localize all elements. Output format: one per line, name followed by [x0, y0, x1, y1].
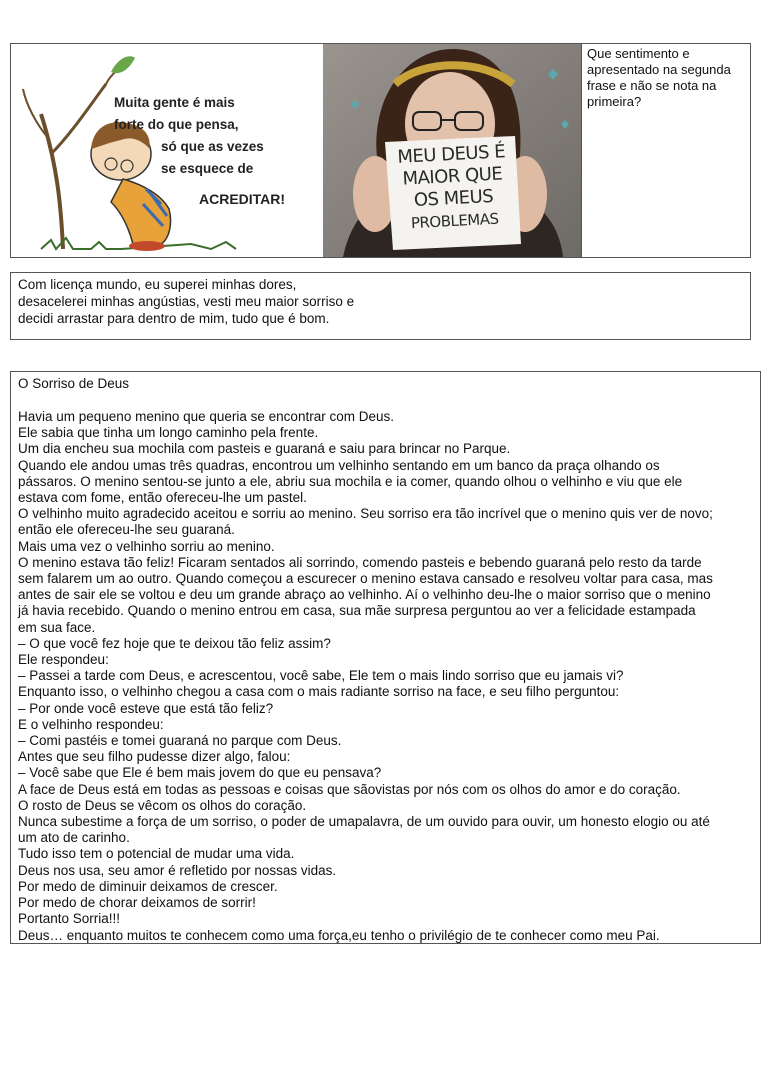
story-line: Ele sabia que tinha um longo caminho pela frente.	[18, 425, 319, 441]
story-line: Nunca subestime a força de um sorriso, o poder de umapalavra, de um ouvido para ouvir, um honesto elogio ou até	[18, 814, 710, 830]
story-line: Ele respondeu:	[18, 652, 109, 668]
story-line: Mais uma vez o velhinho sorriu ao menino.	[18, 538, 275, 554]
cartoon-illustration	[11, 44, 324, 257]
story-line: Enquanto isso, o velhinho chegou a casa com o mais radiante sorriso na face, e seu filho perguntou:	[18, 684, 620, 700]
story-line: Tudo isso tem o potencial de mudar uma vida.	[18, 846, 295, 862]
story-line: O menino estava tão feliz! Ficaram sentados ali sorrindo, comendo pasteis e bebendo guaraná pelo resto da tarde	[18, 554, 702, 570]
cartoon-caption-line-1: Muita gente é mais	[114, 95, 235, 110]
story-title: O Sorriso de Deus	[18, 376, 130, 391]
story-line: antes de sair ele se voltou e deu um grande abraço ao velhinho. Aí o velhinho deu-lhe o maior sorriso que o menino	[18, 587, 711, 603]
story-line: O rosto de Deus se vêcom os olhos do coração.	[18, 797, 307, 813]
quote-line: desacelerei minhas angústias, vesti meu maior sorriso e	[18, 294, 355, 309]
story-line: O velhinho muito agradecido aceitou e sorriu ao menino. Seu sorriso era tão incrível que o menino quis ver de novo;	[18, 506, 713, 522]
story-line: Deus… enquanto muitos te conhecem como uma força,eu tenho o privilégio de te conhecer como meu Pai.	[18, 927, 660, 943]
story-body	[18, 409, 754, 944]
top-table	[10, 43, 751, 258]
story-line: Por medo de chorar deixamos de sorrir!	[18, 895, 256, 911]
story-line: Portanto Sorria!!!	[18, 911, 121, 927]
story-line: Quando ele andou umas três quadras, encontrou um velhinho sentando em um banco da praça olhando os	[18, 457, 660, 473]
story-line: – Por onde você esteve que está tão feliz?	[18, 700, 274, 716]
sign-text	[383, 141, 523, 236]
story-line: E o velhinho respondeu:	[18, 716, 164, 732]
story-line: um ato de carinho.	[18, 830, 130, 846]
story-line: – Você sabe que Ele é bem mais jovem do que eu pensava?	[18, 765, 382, 781]
question-text: Que sentimento e apresentado na segunda frase e não se nota na primeira?	[587, 46, 731, 109]
story-line: – Comi pastéis e tomei guaraná no parque com Deus.	[18, 733, 342, 749]
quote-box	[10, 272, 751, 340]
cartoon-caption-line-2: forte do que pensa,	[114, 117, 239, 132]
cartoon-caption-line-3: só que as vezes	[161, 139, 264, 154]
story-line: Por medo de diminuir deixamos de crescer.	[18, 878, 278, 894]
story-line: sem falarem um ao outro. Quando começou a escurecer o menino estava cansado e resolveu voltar para casa, mas	[18, 571, 713, 587]
sign-line-4: PROBLEMAS	[410, 209, 499, 233]
story-line: em sua face.	[18, 619, 96, 635]
story-line: Antes que seu filho pudesse dizer algo, falou:	[18, 749, 291, 765]
sign-line-2: MAIOR QUE	[402, 163, 503, 190]
story-line: – O que você fez hoje que te deixou tão feliz assim?	[18, 635, 331, 651]
story-line: Deus nos usa, seu amor é refletido por nossas vidas.	[18, 862, 337, 878]
quote-text	[18, 276, 743, 327]
sign-line-3: OS MEUS	[413, 185, 494, 212]
story-line: Havia um pequeno menino que queria se encontrar com Deus.	[18, 409, 394, 424]
cartoon-caption-line-4: se esquece de	[161, 161, 254, 176]
question-cell	[583, 44, 749, 257]
sign-line-1: MEU DEUS É	[396, 141, 506, 168]
cartoon-caption-line-5: ACREDITAR!	[199, 191, 286, 207]
story-line: pássaros. O menino sentou-se junto a ele, abriu sua mochila e ia comer, quando olhou o velhinho e viu que ele	[18, 473, 683, 489]
quote-line: decidi arrastar para dentro de mim, tudo que é bom.	[18, 311, 330, 326]
story-line: estava com fome, então ofereceu-lhe um pastel.	[18, 490, 307, 506]
photo-girl-with-sign	[323, 44, 582, 257]
story-box	[10, 371, 761, 944]
story-line: – Passei a tarde com Deus, e acrescentou, você sabe, Ele tem o mais lindo sorriso que eu jamais vi?	[18, 668, 624, 684]
story-line: então ele ofereceu-lhe seu guaraná.	[18, 522, 235, 538]
story-line: Um dia encheu sua mochila com pasteis e guaraná e saiu para brincar no Parque.	[18, 441, 511, 457]
quote-line: Com licença mundo, eu superei minhas dores,	[18, 277, 297, 292]
story-line: A face de Deus está em todas as pessoas e coisas que sãovistas por nós com os olhos do amor e do coração.	[18, 781, 681, 797]
story-line: já havia recebido. Quando o menino entrou em casa, sua mãe surpresa perguntou ao ver a felicidade estampada	[18, 603, 696, 619]
